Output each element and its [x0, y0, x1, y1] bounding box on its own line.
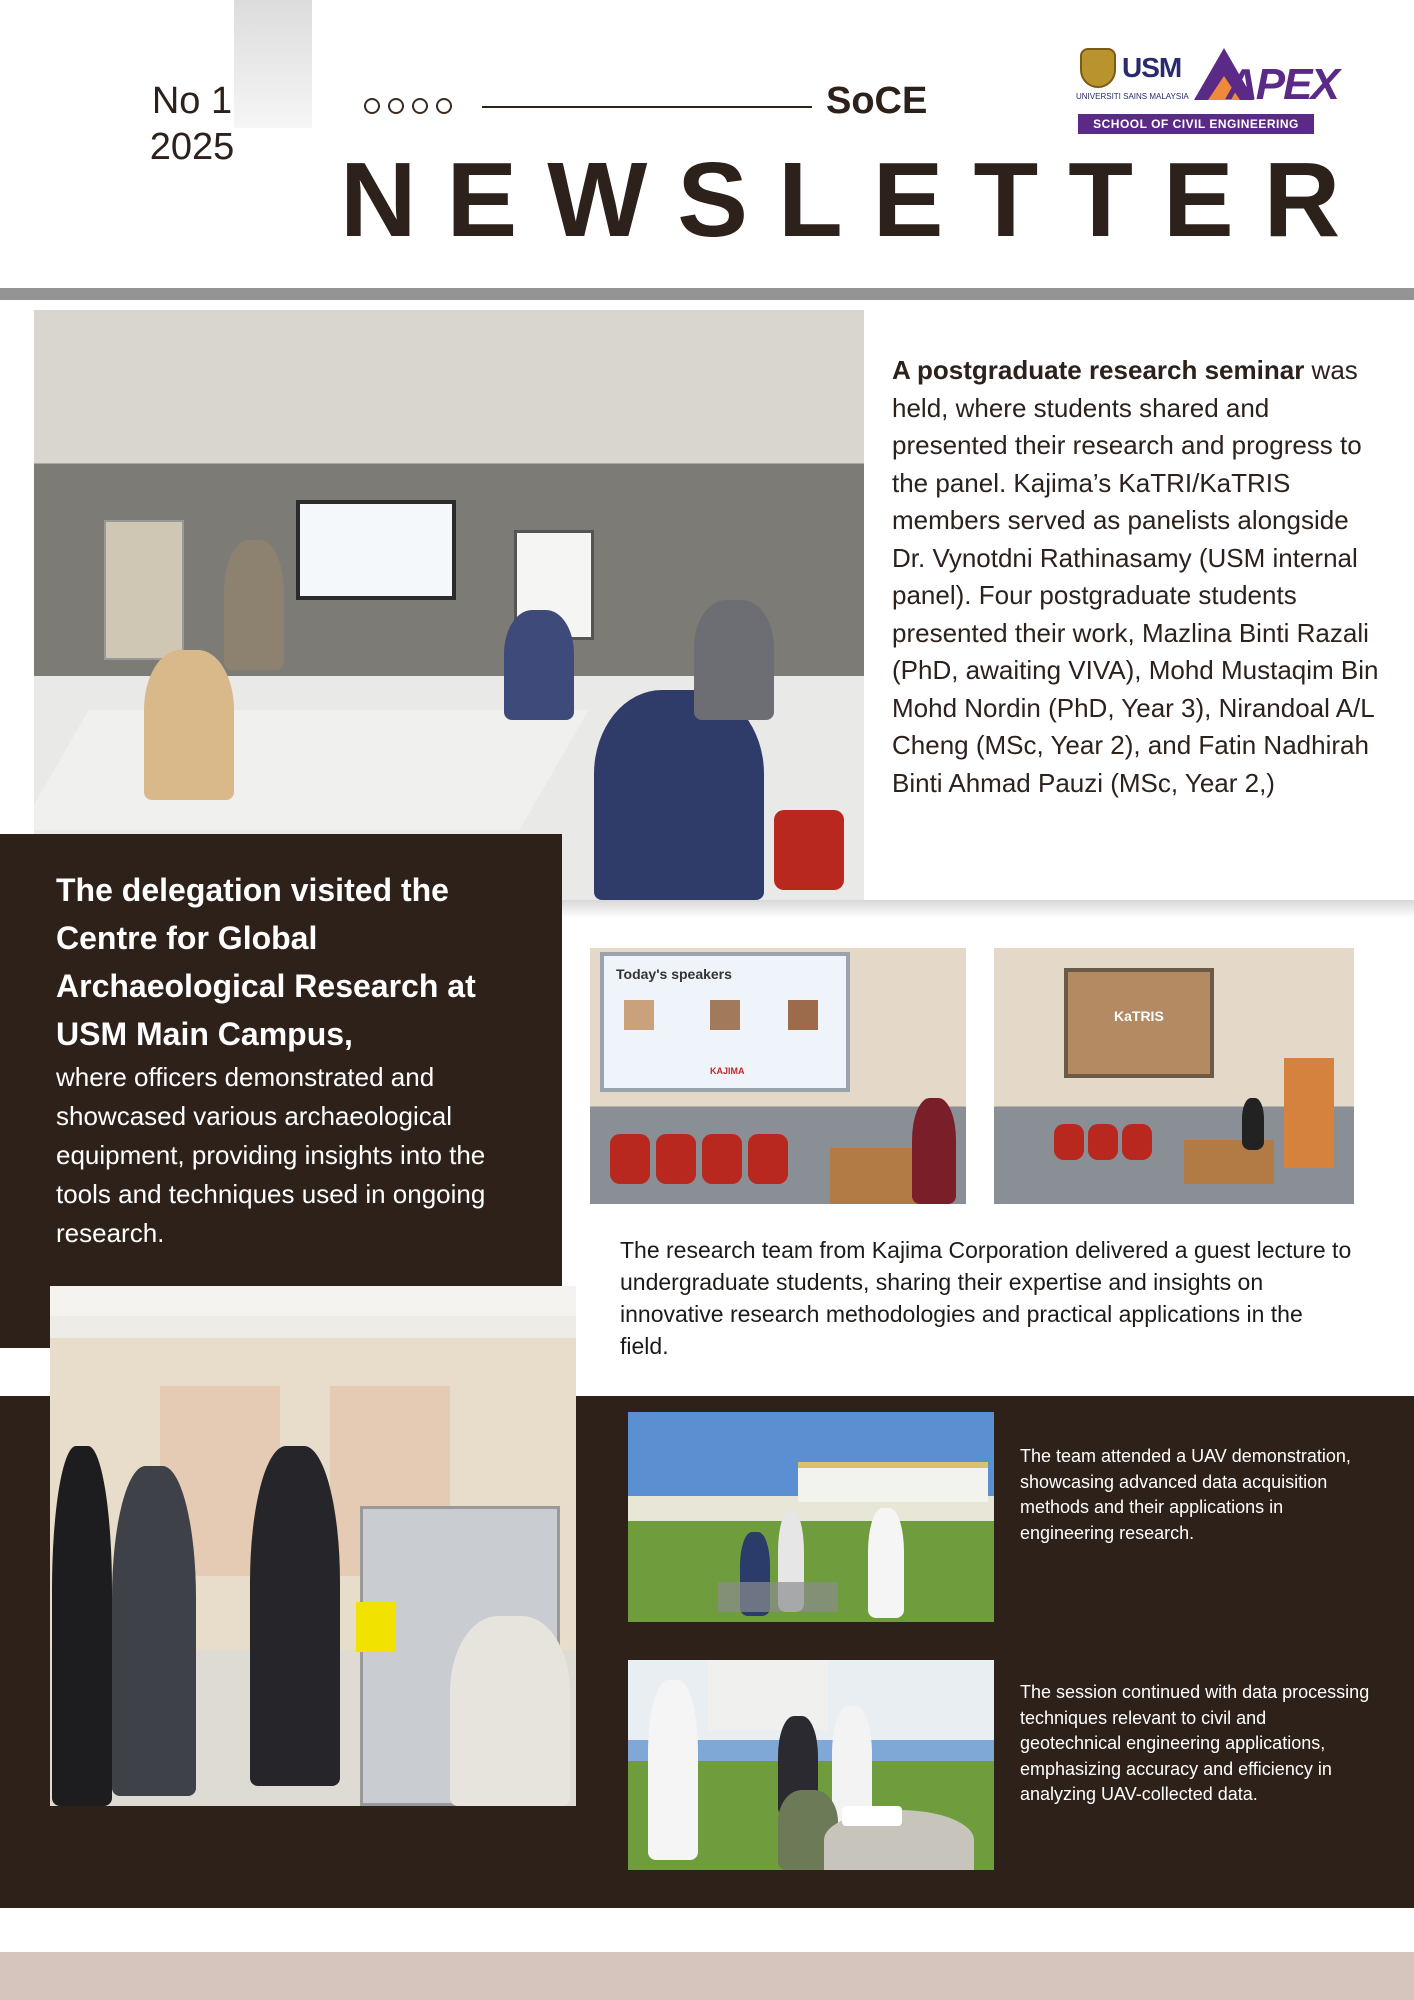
speaker-photo — [710, 1000, 740, 1030]
person — [250, 1446, 340, 1786]
person — [504, 610, 574, 720]
seminar-photo — [34, 310, 864, 900]
header-divider — [0, 288, 1414, 300]
header-rule — [482, 106, 812, 108]
slide-title: Today's speakers — [616, 966, 732, 982]
delegation-body: where officers demonstrated and showcased various archaeological equipment, providing insights into the tools and techniques used in ongoing research. — [56, 1062, 486, 1248]
uav-demo-text: The team attended a UAV demonstration, showcasing advanced data acquisition methods and their applications in engineering research. — [1020, 1446, 1351, 1543]
delegation-title: The delegation visited the Centre for Global Archaeological Research at USM Main Campus, — [56, 872, 476, 1052]
speaker-photo — [624, 1000, 654, 1030]
person — [648, 1680, 698, 1860]
lecture-text: The research team from Kajima Corporation delivered a guest lecture to undergraduate students, sharing their expertise and insights on innovative research methodologies and practical applications in the field. — [620, 1237, 1352, 1359]
presentation-screen — [600, 952, 850, 1092]
slide-text: KaTRIS — [1114, 1008, 1164, 1024]
circle-icon — [436, 98, 452, 114]
person — [868, 1508, 904, 1618]
red-chair — [702, 1134, 742, 1184]
presentation-screen — [1064, 968, 1214, 1078]
decorative-dots — [364, 98, 452, 114]
page-title: NEWSLETTER — [340, 141, 1371, 259]
seminar-lead: A postgraduate research seminar — [892, 355, 1305, 385]
circle-icon — [388, 98, 404, 114]
lecture-photo-katris — [994, 948, 1354, 1204]
footer-band — [0, 1952, 1414, 2000]
red-chair — [1054, 1124, 1084, 1160]
slide-brand: KAJIMA — [710, 1066, 745, 1076]
person — [52, 1446, 112, 1806]
ground-mat — [718, 1582, 838, 1612]
red-chair — [656, 1134, 696, 1184]
building — [798, 1462, 988, 1502]
logo-usm-text: USM — [1122, 52, 1182, 83]
section-shadow — [562, 900, 1414, 918]
issue-year: 2025 — [149, 126, 235, 168]
red-chair — [1122, 1124, 1152, 1160]
door — [1284, 1058, 1334, 1168]
person — [912, 1098, 956, 1204]
drone-icon — [842, 1806, 902, 1826]
building — [708, 1660, 828, 1730]
red-chair — [610, 1134, 650, 1184]
ceiling — [50, 1286, 576, 1316]
red-chair — [748, 1134, 788, 1184]
uav-processing-text: The session continued with data processing techniques relevant to civil and geotechnical engineering applications, emphasizing accuracy and efficiency in analyzing UAV-collected data. — [1020, 1682, 1370, 1804]
red-chair — [1088, 1124, 1118, 1160]
projector-screen — [296, 500, 456, 600]
radiation-sign-icon — [356, 1602, 396, 1652]
person — [450, 1616, 570, 1806]
issue-number: No 1 — [151, 80, 233, 122]
person — [112, 1466, 196, 1796]
circle-icon — [412, 98, 428, 114]
speaker-photo — [788, 1000, 818, 1030]
logo-school-band: SCHOOL OF CIVIL ENGINEERING — [1078, 114, 1314, 134]
cabinet — [104, 520, 184, 660]
bottom-spacer — [602, 1908, 1414, 1952]
issue-label — [132, 78, 252, 170]
circle-icon — [364, 98, 380, 114]
archaeology-lab-photo — [50, 1286, 576, 1806]
person — [224, 540, 284, 670]
red-chair — [774, 810, 844, 890]
logo-apex-text: APEX — [1226, 60, 1338, 109]
seminar-text — [892, 352, 1384, 802]
person — [694, 600, 774, 720]
lecture-photo-speakers — [590, 948, 966, 1204]
uav-demo-photo — [628, 1412, 994, 1622]
logo-usm-subtext: UNIVERSITI SAINS MALAYSIA — [1076, 92, 1189, 101]
seminar-body: was held, where students shared and presented their research and progress to the panel. Kajima’s KaTRI/KaTRIS members served as panelists alongside Dr. Vynotdni Rathinasamy (USM internal panel). Four postgraduate students presented their work, Mazlina Binti Razali (PhD, awaiting VIVA), Mohd Mustaqim Bin Mohd Nordin (PhD, Year 3), Nirandoal A/L Cheng (MSc, Year 2), and Fatin Nadhirah Binti Ahmad Pauzi (MSc, Year 2,) — [892, 355, 1379, 798]
table — [34, 710, 589, 830]
person — [1242, 1098, 1264, 1150]
person — [594, 690, 764, 900]
uav-processing-photo — [628, 1660, 994, 1870]
usm-apex-logo — [1076, 46, 1338, 134]
usm-crest-icon — [1080, 48, 1116, 88]
section-label: SoCE — [826, 80, 928, 122]
person — [144, 650, 234, 800]
